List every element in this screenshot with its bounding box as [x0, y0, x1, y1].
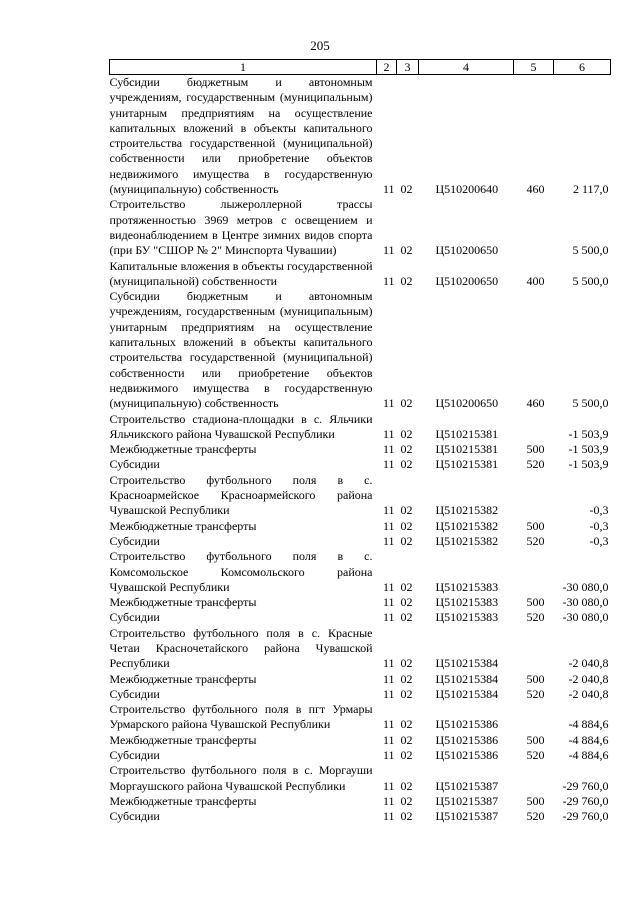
- table-row: [110, 457, 611, 472]
- table-row: [110, 197, 611, 258]
- row-expense-type: 520: [526, 457, 545, 472]
- row-target-article: Ц510215382: [435, 533, 499, 548]
- row-expense-type: 500: [526, 442, 545, 457]
- table-row: [110, 626, 611, 672]
- table-row: [110, 794, 611, 809]
- row-target-article: Ц510200650: [435, 396, 499, 411]
- row-name: Строительство стадиона-площадки в с. Яльчики Яльчикского района Чувашской Республики: [109, 411, 373, 441]
- row-section: 11: [382, 595, 395, 610]
- row-expense-type: 460: [526, 182, 545, 197]
- row-target-article: Ц510215383: [435, 610, 499, 625]
- row-section: 11: [382, 182, 395, 197]
- row-subsection: 02: [400, 809, 413, 824]
- row-section: 11: [382, 656, 395, 671]
- row-amount: 2 117,0: [572, 182, 609, 197]
- row-subsection: 02: [400, 243, 413, 258]
- row-amount: -4 884,6: [568, 717, 609, 732]
- row-expense-type: 460: [526, 396, 545, 411]
- row-amount: -0,3: [589, 503, 609, 518]
- table-row: [110, 595, 611, 610]
- row-name: Строительство футбольного поля в пгт Урмары Урмарского района Чувашской Республики: [109, 702, 373, 732]
- row-amount: -2 040,8: [568, 686, 609, 701]
- row-name: Межбюджетные трансферты: [109, 732, 257, 747]
- row-name: Межбюджетные трансферты: [109, 595, 257, 610]
- row-target-article: Ц510200650: [435, 273, 499, 288]
- row-name: Строительство футбольного поля в с. Красноармейское Красноармейского района Чувашской Республики: [109, 472, 373, 518]
- table-row: [110, 672, 611, 687]
- row-section: 11: [382, 717, 395, 732]
- row-amount: 5 500,0: [572, 273, 609, 288]
- row-section: 11: [382, 518, 395, 533]
- row-name: Межбюджетные трансферты: [109, 671, 257, 686]
- budget-table: [109, 59, 611, 825]
- row-amount: 5 500,0: [572, 396, 609, 411]
- row-section: 11: [382, 610, 395, 625]
- row-name: Межбюджетные трансферты: [109, 518, 257, 533]
- row-expense-type: 500: [526, 595, 545, 610]
- row-target-article: Ц510215386: [435, 717, 499, 732]
- table-row: [110, 259, 611, 290]
- row-section: 11: [382, 579, 395, 594]
- row-subsection: 02: [400, 457, 413, 472]
- row-section: 11: [382, 396, 395, 411]
- column-header-section: 2: [377, 60, 397, 75]
- row-subsection: 02: [400, 579, 413, 594]
- row-section: 11: [382, 671, 395, 686]
- row-subsection: 02: [400, 671, 413, 686]
- row-target-article: Ц510215383: [435, 595, 499, 610]
- row-name: Субсидии бюджетным и автономным учреждениям, государственным (муниципальным) унитарным предприятиям на осуществление капитальных вложений в объекты капитального строительства государственной (муниципальной) собственности или приобретение объектов недвижимого имущества в государственную (муниципальную) собственность: [109, 289, 373, 411]
- table-row: [110, 610, 611, 625]
- table-row: [110, 75, 611, 198]
- row-section: 11: [382, 503, 395, 518]
- row-expense-type: [514, 473, 554, 519]
- row-subsection: 02: [400, 503, 413, 518]
- row-subsection: 02: [400, 778, 413, 793]
- table-row: [110, 412, 611, 443]
- table-header: [110, 60, 611, 75]
- column-header-expense-type: 5: [514, 60, 554, 75]
- row-amount: -0,3: [589, 518, 609, 533]
- row-target-article: Ц510215382: [435, 503, 499, 518]
- table-row: [110, 473, 611, 519]
- row-target-article: Ц510215382: [435, 518, 499, 533]
- column-header-amount: 6: [554, 60, 611, 75]
- row-section: 11: [382, 243, 395, 258]
- table-row: [110, 702, 611, 733]
- header-row: [110, 60, 611, 75]
- row-subsection: 02: [400, 533, 413, 548]
- row-expense-type: 520: [526, 533, 545, 548]
- row-expense-type: 520: [526, 686, 545, 701]
- row-amount: -4 884,6: [568, 732, 609, 747]
- table-row: [110, 809, 611, 824]
- row-subsection: 02: [400, 656, 413, 671]
- table-row: [110, 442, 611, 457]
- row-amount: -29 760,0: [562, 778, 609, 793]
- row-target-article: Ц510215384: [435, 671, 499, 686]
- row-section: 11: [382, 732, 395, 747]
- table-row: [110, 748, 611, 763]
- row-expense-type: [514, 197, 554, 258]
- table-row: [110, 289, 611, 411]
- page-number: 205: [310, 38, 330, 53]
- row-amount: -0,3: [589, 533, 609, 548]
- row-target-article: Ц510200640: [435, 182, 499, 197]
- row-amount: -1 503,9: [568, 442, 609, 457]
- row-name: Строительство футбольного поля в с. Комсомольское Комсомольского района Чувашской Республики: [109, 549, 373, 594]
- row-subsection: 02: [400, 717, 413, 732]
- table-body: [110, 75, 611, 825]
- row-name: Субсидии бюджетным и автономным учреждениям, государственным (муниципальным) унитарным предприятиям на осуществление капитальных вложений в объекты капитального строительства государственной (муниципальной) собственности или приобретение объектов недвижимого имущества в государственную (муниципальную) собственность: [109, 75, 373, 197]
- row-section: 11: [382, 442, 395, 457]
- row-section: 11: [382, 273, 395, 288]
- row-expense-type: [514, 626, 554, 672]
- row-amount: 5 500,0: [572, 243, 609, 258]
- row-section: 11: [382, 793, 395, 808]
- row-target-article: Ц510200650: [435, 243, 499, 258]
- row-target-article: Ц510215386: [435, 748, 499, 763]
- row-subsection: 02: [400, 182, 413, 197]
- row-name: Субсидии: [109, 686, 160, 701]
- row-amount: -30 080,0: [562, 610, 609, 625]
- row-expense-type: 500: [526, 732, 545, 747]
- row-expense-type: [514, 549, 554, 595]
- row-name: Строительство футбольного поля в с. Моргауши Моргаушского района Чувашской Республики: [109, 763, 373, 793]
- row-name: Субсидии: [109, 610, 160, 625]
- row-expense-type: 520: [526, 748, 545, 763]
- row-expense-type: 500: [526, 793, 545, 808]
- row-expense-type: 520: [526, 610, 545, 625]
- row-expense-type: [514, 412, 554, 443]
- column-header-subsection: 3: [397, 60, 419, 75]
- column-header-target-article: 4: [419, 60, 514, 75]
- row-target-article: Ц510215384: [435, 686, 499, 701]
- row-expense-type: 500: [526, 518, 545, 533]
- row-expense-type: 400: [526, 273, 545, 288]
- row-target-article: Ц510215381: [435, 442, 499, 457]
- row-amount: -1 503,9: [568, 457, 609, 472]
- table-row: [110, 549, 611, 595]
- row-target-article: Ц510215384: [435, 656, 499, 671]
- row-amount: -1 503,9: [568, 426, 609, 441]
- row-section: 11: [382, 426, 395, 441]
- row-amount: -29 760,0: [562, 793, 609, 808]
- row-subsection: 02: [400, 518, 413, 533]
- row-subsection: 02: [400, 610, 413, 625]
- row-target-article: Ц510215387: [435, 793, 499, 808]
- row-section: 11: [382, 809, 395, 824]
- row-name: Субсидии: [109, 809, 160, 824]
- row-amount: -2 040,8: [568, 656, 609, 671]
- row-name: Субсидии: [109, 533, 160, 548]
- row-expense-type: [514, 702, 554, 733]
- row-target-article: Ц510215381: [435, 457, 499, 472]
- row-target-article: Ц510215387: [435, 778, 499, 793]
- row-amount: -4 884,6: [568, 748, 609, 763]
- row-section: 11: [382, 686, 395, 701]
- row-subsection: 02: [400, 748, 413, 763]
- row-section: 11: [382, 778, 395, 793]
- row-subsection: 02: [400, 686, 413, 701]
- row-target-article: Ц510215383: [435, 579, 499, 594]
- row-subsection: 02: [400, 442, 413, 457]
- row-section: 11: [382, 748, 395, 763]
- row-subsection: 02: [400, 595, 413, 610]
- row-subsection: 02: [400, 426, 413, 441]
- row-name: Межбюджетные трансферты: [109, 442, 257, 457]
- row-amount: -29 760,0: [562, 809, 609, 824]
- row-subsection: 02: [400, 793, 413, 808]
- row-target-article: Ц510215381: [435, 426, 499, 441]
- row-amount: -30 080,0: [562, 595, 609, 610]
- row-target-article: Ц510215387: [435, 809, 499, 824]
- row-amount: -30 080,0: [562, 579, 609, 594]
- row-expense-type: 520: [526, 809, 545, 824]
- row-section: 11: [382, 533, 395, 548]
- row-name: Межбюджетные трансферты: [109, 793, 257, 808]
- row-expense-type: [514, 763, 554, 794]
- table-row: [110, 534, 611, 549]
- table-row: [110, 733, 611, 748]
- row-section: 11: [382, 457, 395, 472]
- row-expense-type: 500: [526, 671, 545, 686]
- row-subsection: 02: [400, 273, 413, 288]
- row-name: Строительство лыжероллерной трассы протяженностью 3969 метров с освещением и видеонаблюдением в Центре зимних видов спорта (при БУ "СШОР № 2" Минспорта Чувашии): [109, 197, 373, 258]
- row-name: Субсидии: [109, 748, 160, 763]
- row-target-article: Ц510215386: [435, 732, 499, 747]
- row-subsection: 02: [400, 732, 413, 747]
- table-row: [110, 519, 611, 534]
- table-row: [110, 763, 611, 794]
- column-header-name: 1: [110, 60, 377, 75]
- row-name: Строительство футбольного поля в с. Красные Четаи Красночетайского района Чувашской Республики: [109, 625, 373, 671]
- row-amount: -2 040,8: [568, 671, 609, 686]
- table-row: [110, 687, 611, 702]
- row-subsection: 02: [400, 396, 413, 411]
- row-name: Капитальные вложения в объекты государственной (муниципальной) собственности: [109, 258, 373, 288]
- row-name: Субсидии: [109, 457, 160, 472]
